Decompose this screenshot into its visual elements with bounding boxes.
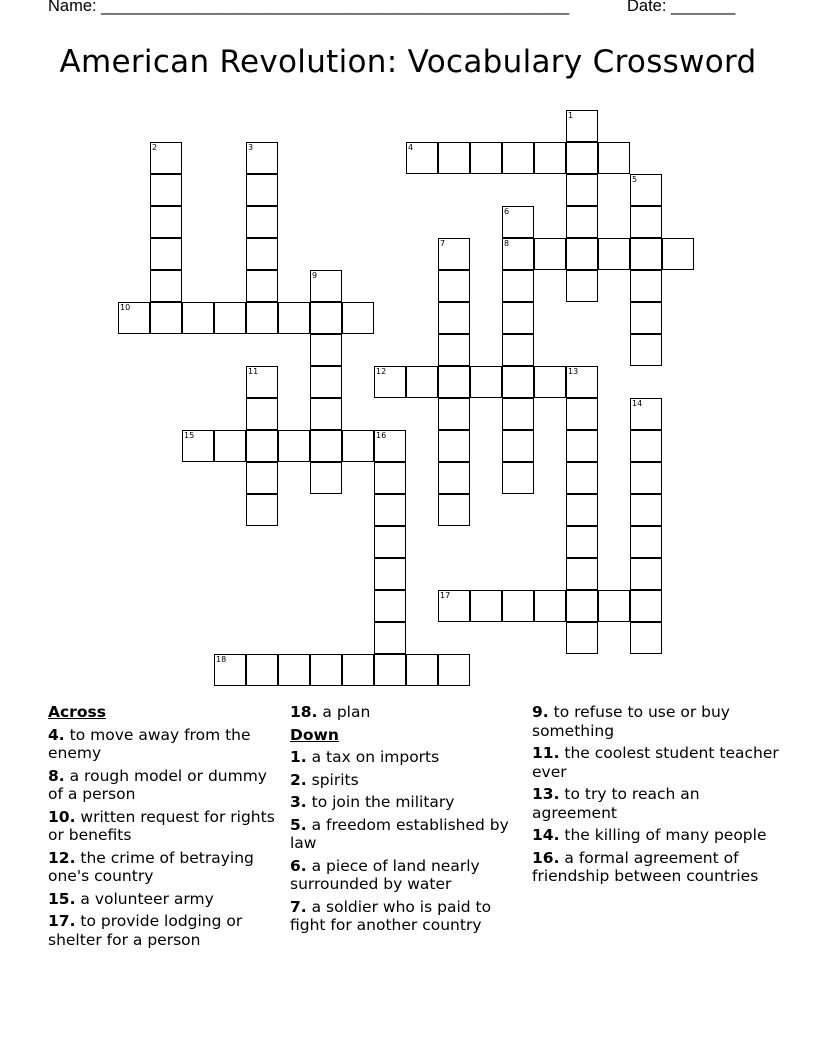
grid-cell[interactable]: [246, 174, 278, 206]
grid-cell[interactable]: [470, 366, 502, 398]
grid-cell[interactable]: [502, 302, 534, 334]
across-clue: [48, 808, 286, 845]
grid-cell[interactable]: [182, 430, 214, 462]
clue-number: 18.: [290, 703, 318, 721]
grid-cell[interactable]: [566, 270, 598, 302]
grid-cell[interactable]: [438, 302, 470, 334]
grid-cell[interactable]: [566, 206, 598, 238]
grid-cell[interactable]: [374, 590, 406, 622]
clue-number: 6.: [290, 856, 307, 875]
clue-column-1: [48, 703, 286, 953]
grid-cell[interactable]: [630, 206, 662, 238]
grid-cell[interactable]: [598, 238, 630, 270]
cell-number: 9: [312, 271, 318, 280]
grid-cell[interactable]: [566, 430, 598, 462]
grid-cell[interactable]: [438, 366, 470, 398]
down-clue: [290, 793, 530, 812]
grid-cell[interactable]: [566, 174, 598, 206]
grid-cell[interactable]: [502, 398, 534, 430]
clue-number: 2.: [290, 770, 307, 789]
grid-cell[interactable]: [630, 462, 662, 494]
grid-cell[interactable]: [630, 590, 662, 622]
grid-cell[interactable]: [310, 366, 342, 398]
clue-text: to provide lodging or shelter for a person: [48, 912, 243, 949]
grid-cell[interactable]: [566, 494, 598, 526]
cell-number: 13: [568, 367, 579, 376]
grid-cell[interactable]: [150, 302, 182, 334]
grid-cell[interactable]: [214, 654, 246, 686]
clue-column-2: [290, 703, 530, 939]
grid-cell[interactable]: [310, 654, 342, 686]
down-clue: [532, 785, 782, 822]
grid-cell[interactable]: [150, 142, 182, 174]
grid-cell[interactable]: [150, 174, 182, 206]
down-clue: [532, 849, 782, 886]
across-clue: [48, 912, 286, 949]
clue-number: 5.: [290, 815, 307, 834]
clue-number: 10.: [48, 807, 76, 826]
date-field-label[interactable]: Date: _______: [627, 0, 736, 15]
clue-number: 9.: [532, 703, 549, 721]
cell-number: 6: [504, 207, 510, 216]
grid-cell[interactable]: [438, 494, 470, 526]
down-clue: [290, 857, 530, 894]
grid-cell[interactable]: [246, 398, 278, 430]
clue-text: to move away from the enemy: [48, 725, 251, 762]
clue-number: 7.: [290, 897, 307, 916]
grid-cell[interactable]: [374, 366, 406, 398]
grid-cell[interactable]: [566, 238, 598, 270]
grid-cell[interactable]: [502, 142, 534, 174]
grid-cell[interactable]: [566, 398, 598, 430]
clue-text: a plan: [322, 703, 371, 721]
grid-cell[interactable]: [630, 302, 662, 334]
grid-cell[interactable]: [438, 430, 470, 462]
grid-cell[interactable]: [566, 462, 598, 494]
clue-text: to refuse to use or buy something: [532, 703, 730, 740]
grid-cell[interactable]: [278, 302, 310, 334]
grid-cell[interactable]: [630, 174, 662, 206]
grid-cell[interactable]: [374, 526, 406, 558]
clue-text: to join the military: [311, 793, 455, 811]
clue-text: a piece of land nearly surrounded by water: [290, 856, 480, 893]
grid-cell[interactable]: [438, 654, 470, 686]
clue-text: the killing of many people: [564, 826, 767, 844]
cell-number: 8: [504, 239, 510, 248]
grid-cell[interactable]: [598, 142, 630, 174]
across-clue: [290, 703, 530, 722]
down-clue: [290, 748, 530, 767]
clue-number: 12.: [48, 848, 76, 867]
clue-text: the crime of betraying one's country: [48, 848, 254, 885]
grid-cell[interactable]: [630, 430, 662, 462]
grid-cell[interactable]: [566, 526, 598, 558]
grid-cell[interactable]: [342, 430, 374, 462]
across-clue: [48, 767, 286, 804]
clue-column-3: [532, 703, 782, 890]
across-clue: [48, 726, 286, 763]
grid-cell[interactable]: [310, 398, 342, 430]
cell-number: 11: [248, 367, 259, 376]
clue-text: a freedom established by law: [290, 815, 509, 852]
grid-cell[interactable]: [246, 430, 278, 462]
grid-cell[interactable]: [502, 366, 534, 398]
grid-cell[interactable]: [150, 238, 182, 270]
cell-number: 17: [440, 591, 451, 600]
grid-cell[interactable]: [246, 654, 278, 686]
clue-text: spirits: [311, 770, 359, 789]
grid-cell[interactable]: [310, 270, 342, 302]
grid-cell[interactable]: [150, 270, 182, 302]
clue-number: 3.: [290, 793, 307, 811]
grid-cell[interactable]: [246, 270, 278, 302]
grid-cell[interactable]: [310, 334, 342, 366]
name-field-label[interactable]: Name: ___________________________________________________: [48, 0, 570, 15]
down-clue: [532, 826, 782, 845]
grid-cell[interactable]: [502, 334, 534, 366]
grid-cell[interactable]: [502, 206, 534, 238]
grid-cell[interactable]: [502, 590, 534, 622]
page-title: American Revolution: Vocabulary Crossword: [59, 44, 757, 80]
grid-cell[interactable]: [470, 142, 502, 174]
grid-cell[interactable]: [374, 558, 406, 590]
grid-cell[interactable]: [502, 462, 534, 494]
grid-cell[interactable]: [310, 430, 342, 462]
grid-cell[interactable]: [374, 654, 406, 686]
grid-cell[interactable]: [598, 590, 630, 622]
clue-number: 13.: [532, 785, 560, 803]
grid-cell[interactable]: [310, 302, 342, 334]
cell-number: 10: [120, 303, 131, 312]
down-clue: [532, 744, 782, 781]
grid-cell[interactable]: [214, 430, 246, 462]
clue-number: 4.: [48, 725, 65, 744]
grid-cell[interactable]: [566, 110, 598, 142]
clue-number: 1.: [290, 748, 307, 766]
grid-cell[interactable]: [246, 206, 278, 238]
cell-number: 2: [152, 143, 158, 152]
grid-cell[interactable]: [246, 366, 278, 398]
grid-cell[interactable]: [374, 494, 406, 526]
clue-text: a soldier who is paid to fight for another country: [290, 897, 492, 934]
clue-number: 17.: [48, 912, 76, 930]
across-clue: [48, 849, 286, 886]
grid-cell[interactable]: [150, 206, 182, 238]
clue-text: a tax on imports: [311, 748, 440, 766]
cell-number: 1: [568, 111, 574, 120]
cell-number: 7: [440, 239, 446, 248]
grid-cell[interactable]: [406, 142, 438, 174]
grid-cell[interactable]: [502, 238, 534, 270]
grid-cell[interactable]: [534, 142, 566, 174]
down-clue: [532, 703, 782, 740]
grid-cell[interactable]: [566, 622, 598, 654]
grid-cell[interactable]: [630, 622, 662, 654]
grid-cell[interactable]: [374, 622, 406, 654]
clue-number: 14.: [532, 826, 560, 844]
down-clue: [290, 771, 530, 790]
grid-cell[interactable]: [438, 334, 470, 366]
grid-cell[interactable]: [534, 238, 566, 270]
grid-cell[interactable]: [406, 366, 438, 398]
grid-cell[interactable]: [438, 462, 470, 494]
grid-cell[interactable]: [438, 398, 470, 430]
cell-number: 12: [376, 367, 387, 376]
clue-text: a rough model or dummy of a person: [48, 766, 267, 803]
grid-cell[interactable]: [246, 142, 278, 174]
grid-cell[interactable]: [214, 302, 246, 334]
grid-cell[interactable]: [374, 462, 406, 494]
grid-cell[interactable]: [310, 462, 342, 494]
grid-cell[interactable]: [630, 526, 662, 558]
grid-cell[interactable]: [566, 590, 598, 622]
cell-number: 5: [632, 175, 638, 184]
grid-cell[interactable]: [406, 654, 438, 686]
grid-cell[interactable]: [342, 302, 374, 334]
grid-cell[interactable]: [630, 270, 662, 302]
grid-cell[interactable]: [438, 142, 470, 174]
cell-number: 3: [248, 143, 254, 152]
grid-cell[interactable]: [438, 590, 470, 622]
grid-cell[interactable]: [182, 302, 214, 334]
cell-number: 15: [184, 431, 195, 440]
grid-cell[interactable]: [278, 654, 310, 686]
grid-cell[interactable]: [566, 366, 598, 398]
grid-cell[interactable]: [246, 462, 278, 494]
clue-text: a volunteer army: [80, 889, 214, 908]
grid-cell[interactable]: [662, 238, 694, 270]
grid-cell[interactable]: [278, 430, 310, 462]
clue-text: the coolest student teacher ever: [532, 744, 779, 781]
grid-cell[interactable]: [374, 430, 406, 462]
across-clue: [48, 890, 286, 909]
grid-cell[interactable]: [438, 270, 470, 302]
grid-cell[interactable]: [502, 430, 534, 462]
grid-cell[interactable]: [566, 142, 598, 174]
cell-number: 16: [376, 431, 387, 440]
grid-cell[interactable]: [534, 590, 566, 622]
clue-text: to try to reach an agreement: [532, 785, 700, 822]
grid-cell[interactable]: [470, 590, 502, 622]
clue-text: a formal agreement of friendship between countries: [532, 848, 759, 885]
across-heading: Across: [48, 703, 106, 721]
grid-cell[interactable]: [118, 302, 150, 334]
grid-cell[interactable]: [246, 238, 278, 270]
clue-number: 15.: [48, 889, 76, 908]
clue-number: 11.: [532, 744, 560, 762]
grid-cell[interactable]: [630, 558, 662, 590]
clue-text: written request for rights or benefits: [48, 807, 275, 844]
down-heading: Down: [290, 725, 339, 744]
grid-cell[interactable]: [630, 494, 662, 526]
grid-cell[interactable]: [566, 558, 598, 590]
cell-number: 14: [632, 399, 643, 408]
grid-cell[interactable]: [246, 302, 278, 334]
grid-cell[interactable]: [342, 654, 374, 686]
grid-cell[interactable]: [630, 238, 662, 270]
grid-cell[interactable]: [534, 366, 566, 398]
grid-cell[interactable]: [246, 494, 278, 526]
grid-cell[interactable]: [630, 398, 662, 430]
clue-number: 16.: [532, 848, 560, 867]
grid-cell[interactable]: [502, 270, 534, 302]
grid-cell[interactable]: [438, 238, 470, 270]
cell-number: 18: [216, 655, 227, 664]
down-clue: [290, 816, 530, 853]
cell-number: 4: [408, 143, 414, 152]
down-clue: [290, 898, 530, 935]
header: [48, 0, 748, 19]
grid-cell[interactable]: [630, 334, 662, 366]
clue-number: 8.: [48, 766, 65, 785]
